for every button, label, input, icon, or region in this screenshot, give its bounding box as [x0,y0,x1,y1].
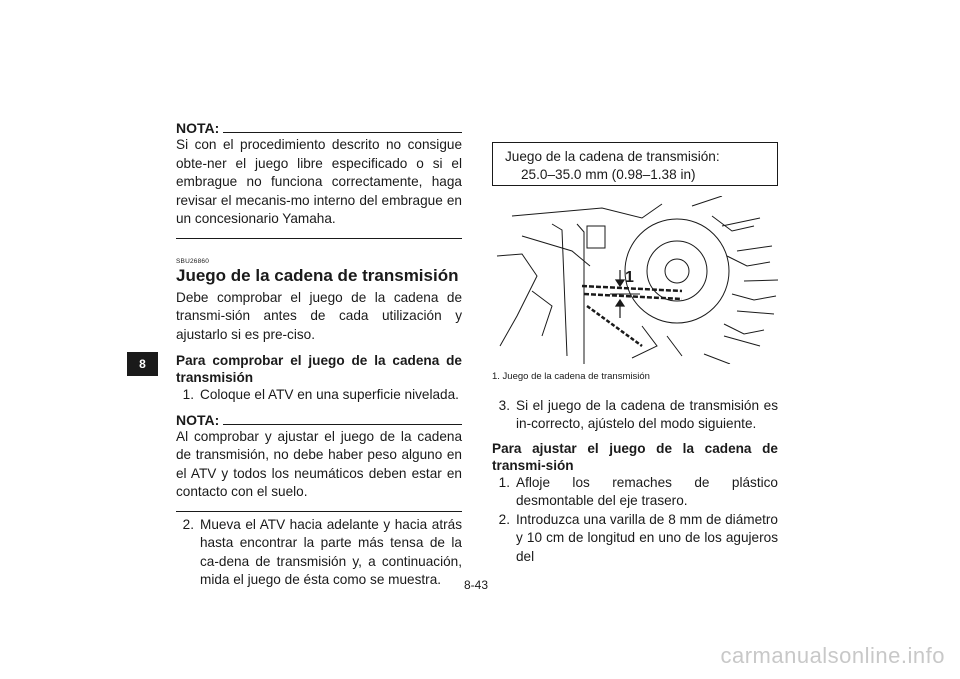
step-item [492,511,778,567]
note-text: Al comprobar y ajustar el juego de la cadena de transmisión, no debe haber peso alguno en el ATV y todos los neumáticos deben estar en contacto con el suelo. [176,428,462,499]
step-text: Coloque el ATV en una superficie nivelada. [200,387,459,402]
section-heading: Juego de la cadena de transmisión [176,265,459,285]
step-text: Afloje los remaches de plástico desmontable del eje trasero. [516,474,778,508]
step-number: 2. [498,511,510,527]
note-label: NOTA: [176,411,220,428]
left-column [176,120,462,590]
note-header [176,412,462,428]
step-item [492,474,778,511]
adjust-subheading: Para ajustar el juego de la cadena de transmi-sión [492,440,778,473]
note-rule [223,132,462,133]
spec-value: 25.0–35.0 mm (0.98–1.38 in) [521,167,696,182]
drive-chain-illustration [492,196,778,364]
figure-caption: 1. Juego de la cadena de transmisión [492,371,650,382]
step-text: Mueva el ATV hacia adelante y hacia atrás hasta encontrar la parte más tensa de la ca-dena de transmisión y, a continuación, mida el juego de ésta como se muestra. [200,516,462,587]
step-item [176,386,462,405]
figure-callout: 1 [625,269,634,286]
note-end-rule [176,511,462,512]
section-tab: 8 [127,352,158,376]
watermark: carmanualsonline.info [720,643,945,668]
step-item [176,516,462,590]
spec-label: Juego de la cadena de transmisión: [505,149,720,164]
note-rule [223,424,462,425]
note-header [176,120,462,136]
step-number: 3. [498,397,510,413]
reference-code: SBU26860 [176,257,210,265]
intro-text: Debe comprobar el juego de la cadena de transmi-sión antes de cada utilización y ajustarlo si es pre-ciso. [176,289,462,342]
step-item [492,397,778,434]
spec-box [492,142,778,186]
right-column [492,142,778,566]
step-text: Si el juego de la cadena de transmisión es in-correcto, ajústelo del modo siguiente. [516,397,778,431]
step-number: 1. [182,387,194,402]
chain-drawing [492,196,778,364]
check-subheading: Para comprobar el juego de la cadena de transmisión [176,353,462,385]
note-text: Si con el procedimiento descrito no consigue obte-ner el juego libre especificado o si el embrague no funciona correctamente, haga revisar el mecanis-mo interno del embrague en un concesionario Yamaha. [176,137,462,226]
note-label: NOTA: [176,120,220,136]
note-end-rule [176,238,462,239]
step-number: 1. [498,474,510,490]
step-text: Introduzca una varilla de 8 mm de diámetro y 10 cm de longitud en uno de los agujeros del [516,511,778,564]
page-number: 8-43 [464,578,489,592]
step-number: 2. [182,516,194,532]
